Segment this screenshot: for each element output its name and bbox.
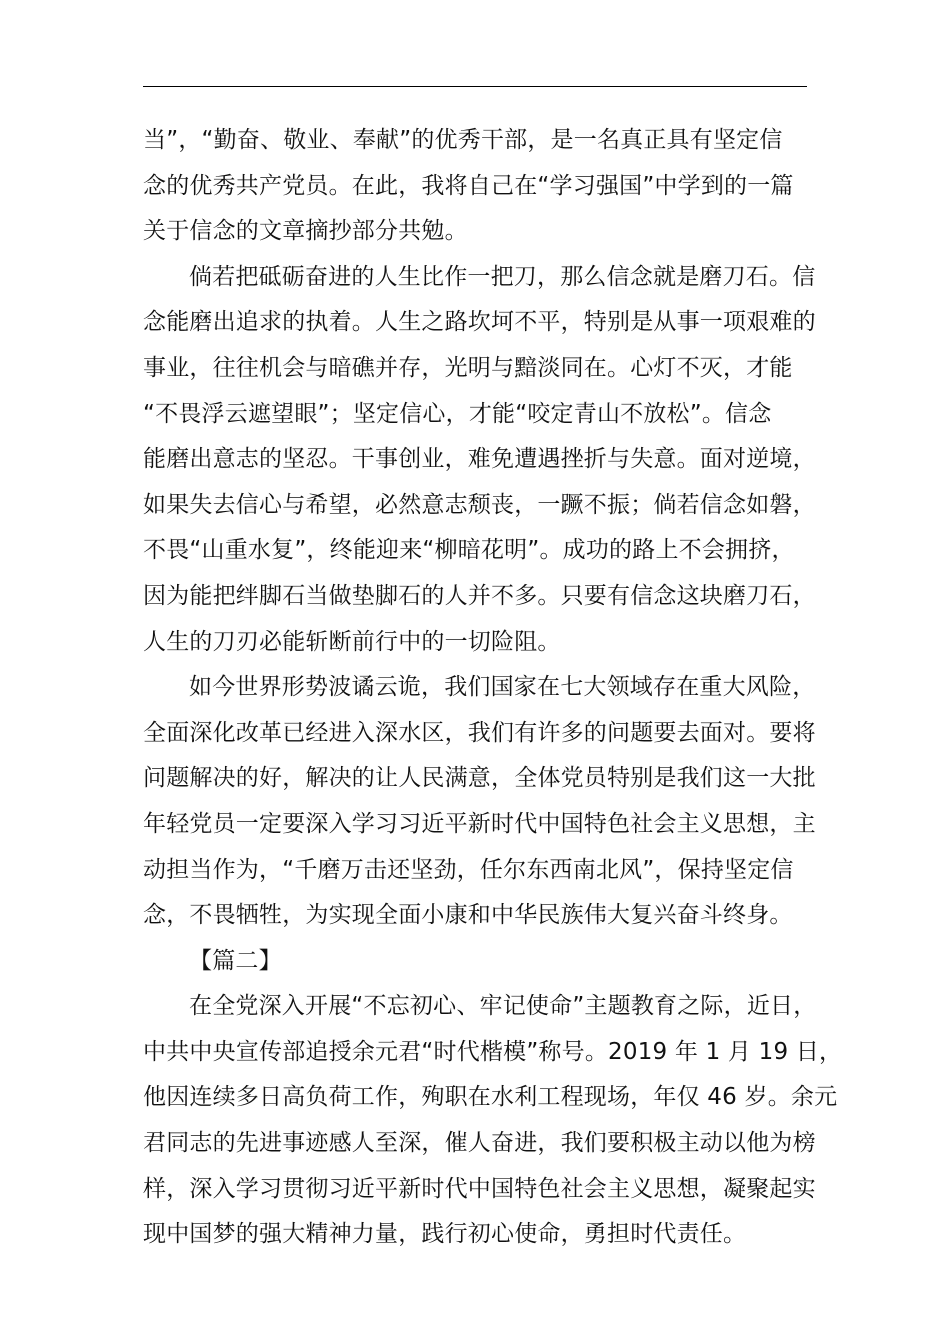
text-line: 关于信念的文章摘抄部分共勉。	[143, 218, 468, 245]
section-heading: 【篇二】	[189, 947, 282, 974]
header-rule	[143, 86, 807, 87]
text-line: 现中国梦的强大精神力量，践行初心使命，勇担时代责任。	[143, 1221, 747, 1248]
text-line: 人生的刀刃必能斩断前行中的一切险阻。	[143, 628, 561, 655]
text-line: 问题解决的好，解决的让人民满意，全体党员特别是我们这一大批	[143, 765, 816, 792]
text-line: 年轻党员一定要深入学习习近平新时代中国特色社会主义思想，主	[143, 810, 816, 837]
text-line: 不畏“山重水复”，终能迎来“柳暗花明”。成功的路上不会拥挤，	[143, 537, 795, 564]
text-line: 念能磨出追求的执着。人生之路坎坷不平，特别是从事一项艰难的	[143, 309, 816, 336]
text-line: 样，深入学习贯彻习近平新时代中国特色社会主义思想，凝聚起实	[143, 1175, 816, 1202]
text-line: 念，不畏牺牲，为实现全面小康和中华民族伟大复兴奋斗终身。	[143, 902, 793, 929]
text-line: 他因连续多日高负荷工作，殉职在水利工程现场，年仅 46 岁。余元	[143, 1084, 838, 1111]
text-line: 事业，往往机会与暗礁并存，光明与黯淡同在。心灯不灭，才能	[143, 354, 793, 381]
text-line: 念的优秀共产党员。在此，我将自己在“学习强国”中学到的一篇	[143, 172, 794, 199]
text-line: 全面深化改革已经进入深水区，我们有许多的问题要去面对。要将	[143, 719, 816, 746]
text-line: 能磨出意志的坚忍。干事创业，难免遭遇挫折与失意。面对逆境，	[143, 446, 816, 473]
text-line: 中共中央宣传部追授余元君“时代楷模”称号。2019 年 1 月 19 日，	[143, 1038, 843, 1065]
text-line: 在全党深入开展“不忘初心、牢记使命”主题教育之际，近日，	[189, 993, 817, 1020]
text-line: 君同志的先进事迹感人至深，催人奋进，我们要积极主动以他为榜	[143, 1130, 816, 1157]
text-line: 动担当作为，“千磨万击还坚劲，任尔东西南北风”，保持坚定信	[143, 856, 794, 883]
text-line: 因为能把绊脚石当做垫脚石的人并不多。只要有信念这块磨刀石，	[143, 582, 816, 609]
document-body	[143, 118, 843, 1258]
text-line: “不畏浮云遮望眼”；坚定信心，才能“咬定青山不放松”。信念	[143, 400, 772, 427]
text-line: 如今世界形势波谲云诡，我们国家在七大领域存在重大风险，	[189, 674, 816, 701]
text-line: 倘若把砥砺奋进的人生比作一把刀，那么信念就是磨刀石。信	[189, 263, 816, 290]
text-line: 当”，“勤奋、敬业、奉献”的优秀干部，是一名真正具有坚定信	[143, 127, 783, 153]
text-line: 如果失去信心与希望，必然意志颓丧，一蹶不振；倘若信念如磐，	[143, 491, 816, 518]
